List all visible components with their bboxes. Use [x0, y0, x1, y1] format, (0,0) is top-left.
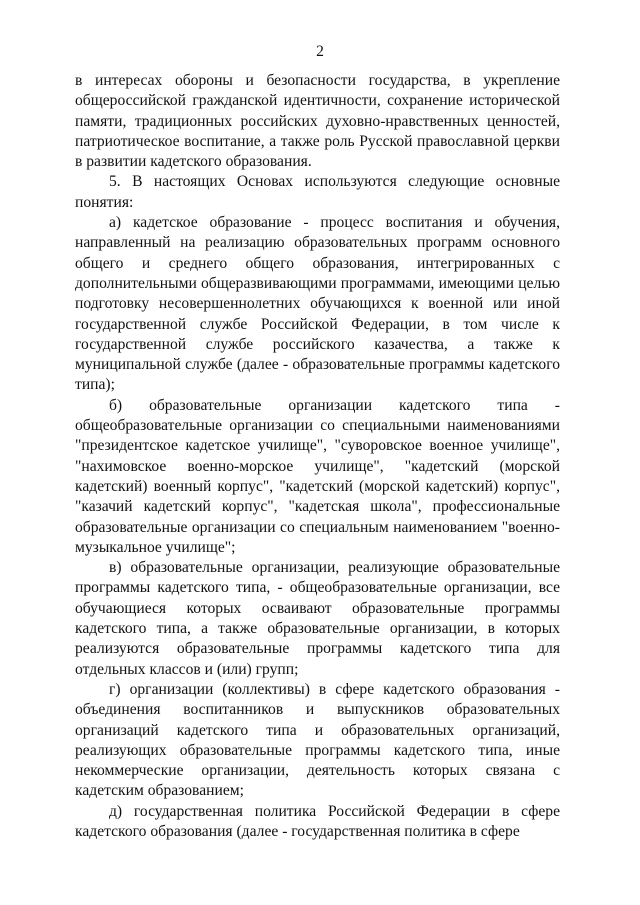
page-number: 2: [316, 43, 324, 60]
paragraph-item-g: г) организации (коллективы) в сфере кадетского образования - объединения воспитанников и выпускников образовательных организаций кадетского типа и образовательных организаций, реализующих образовательные программы кадетского типа, иные некоммерческие организации, деятельность которых связана с кадетским образованием;: [75, 680, 560, 800]
paragraph-item-d: д) государственная политика Российской Федерации в сфере кадетского образования (далее - государственная политика в сфере: [75, 802, 560, 840]
paragraph-continuation: в интересах обороны и безопасности государства, в укрепление общероссийской гражданской идентичности, сохранение исторической памяти, традиционных российских духовно-нравственных ценностей, патриотическое воспитание, а также роль Русской православной церкви в развитии кадетского образования.: [75, 72, 560, 171]
paragraph-item-b: б) образовательные организации кадетского типа - общеобразовательные организации со специальными наименованиями "президентское кадетское училище", "суворовское военное училище", "нахимовское военно-морское училище", "кадетский (морской кадетский) военный корпус", "кадетский (морской кадетский) корпус", "казачий кадетский корпус", "кадетская школа", профессиональные образовательные организации со специальным наименованием "военно-музыкальное училище";: [75, 396, 560, 556]
paragraph-item-v: в) образовательные организации, реализующие образовательные программы кадетского типа, - общеобразовательные организации, все обучающиеся которых осваивают образовательные программы кадетского типа, а также образовательные организации, в которых реализуются образовательные программы кадетского типа для отдельных классов и (или) групп;: [75, 559, 560, 678]
paragraph-item-a: а) кадетское образование - процесс воспитания и обучения, направленный на реализацию образовательных программ основного общего и среднего общего образования, интегрированных с дополнительными общеразвивающими программами, имеющими целью подготовку несовершеннолетних обучающихся к военной или иной государственной службе Российской Федерации, в том числе к государственной службе российского казачества, а также к муниципальной службе (далее - образовательные программы кадетского типа);: [75, 214, 560, 394]
paragraph-item-5: 5. В настоящих Основах используются следующие основные понятия:: [75, 173, 560, 211]
document-body: [75, 71, 560, 842]
